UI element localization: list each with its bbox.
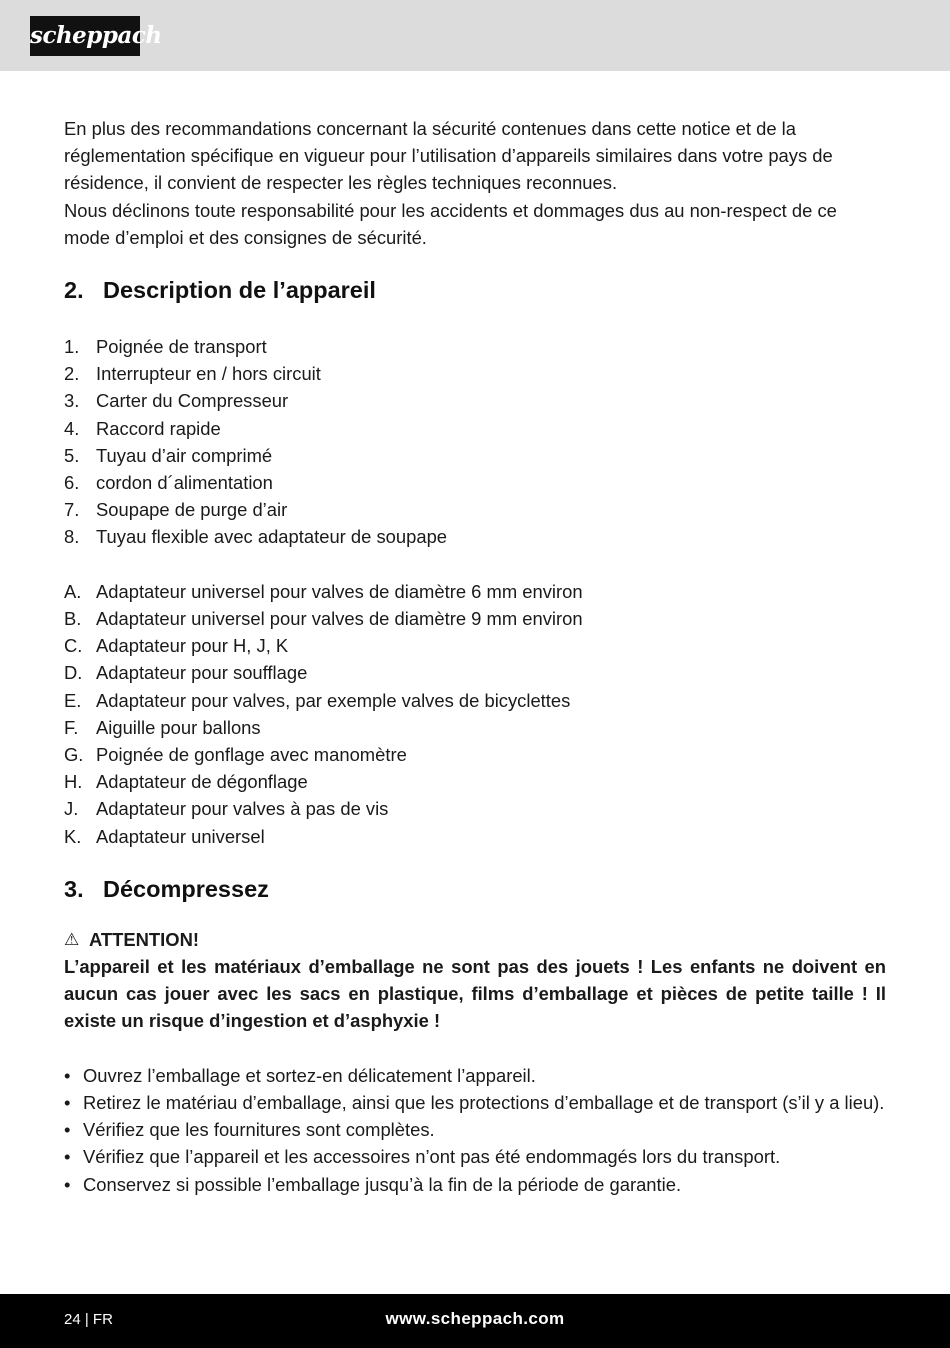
list-item bbox=[64, 442, 886, 469]
intro-paragraph-2: Nous déclinons toute responsabilité pour les accidents et dommages dus au non-respect de ce mode d’emploi et des consignes de sécurité. bbox=[64, 199, 837, 248]
list-item bbox=[64, 360, 886, 387]
item-key: D. bbox=[64, 662, 83, 684]
item-label: Adaptateur universel pour valves de diamètre 6 mm environ bbox=[96, 580, 583, 602]
page-footer bbox=[0, 1294, 950, 1348]
footer-url: www.scheppach.com bbox=[385, 1309, 565, 1328]
item-label: Raccord rapide bbox=[96, 417, 221, 439]
list-item bbox=[64, 687, 886, 714]
item-label: Adaptateur de dégonflage bbox=[96, 771, 308, 793]
step-text: Retirez le matériau d’emballage, ainsi que les protections d’emballage et de transport (s’il y a lieu). bbox=[83, 1092, 885, 1114]
item-label: Poignée de gonflage avec manomètre bbox=[96, 744, 407, 766]
intro-paragraph-1: En plus des recommandations concernant la sécurité contenues dans cette notice et de la réglementation spécifique en vigueur pour l’utilisation d’appareils similaires dans votre pays de résidence, il convient de respecter les règles techniques reconnues. bbox=[64, 118, 833, 194]
item-label: Aiguille pour ballons bbox=[96, 716, 261, 738]
item-label: Tuyau flexible avec adaptateur de soupape bbox=[96, 526, 448, 548]
bullet-icon: • bbox=[64, 1173, 71, 1195]
parts-list bbox=[64, 333, 886, 850]
step-text: Conservez si possible l’emballage jusqu’à la fin de la période de garantie. bbox=[83, 1173, 682, 1195]
list-spacer bbox=[64, 551, 886, 578]
item-key: 5. bbox=[64, 444, 80, 466]
item-key: K. bbox=[64, 825, 82, 847]
item-label: Adaptateur pour valves à pas de vis bbox=[96, 798, 389, 820]
bullet-icon: • bbox=[64, 1092, 71, 1114]
item-key: H. bbox=[64, 771, 83, 793]
item-label: Carter du Compresseur bbox=[96, 390, 289, 412]
item-label: Adaptateur pour H, J, K bbox=[96, 635, 289, 657]
bullet-icon: • bbox=[64, 1064, 71, 1086]
item-label: Interrupteur en / hors circuit bbox=[96, 363, 321, 385]
section-3-number: 3. bbox=[64, 875, 84, 902]
list-item bbox=[64, 768, 886, 795]
item-key: C. bbox=[64, 635, 83, 657]
item-label: cordon d´alimentation bbox=[96, 472, 273, 494]
scheppach-logo: scheppach bbox=[30, 16, 140, 56]
item-label: Adaptateur universel pour valves de diamètre 9 mm environ bbox=[96, 608, 583, 630]
item-key: 2. bbox=[64, 363, 80, 385]
section-2-title: Description de l’appareil bbox=[103, 277, 376, 304]
list-item bbox=[64, 795, 886, 822]
list-item bbox=[64, 415, 886, 442]
bullet-icon: • bbox=[64, 1119, 71, 1141]
item-key: 7. bbox=[64, 499, 80, 521]
list-item bbox=[64, 469, 886, 496]
section-3-title: Décompressez bbox=[103, 875, 269, 902]
bullet-icon: • bbox=[64, 1146, 71, 1168]
item-key: 6. bbox=[64, 472, 80, 494]
warning-triangle-icon: ⚠ bbox=[64, 929, 80, 949]
list-item bbox=[64, 1143, 886, 1170]
list-item bbox=[64, 823, 886, 850]
item-key: 1. bbox=[64, 336, 80, 358]
list-item bbox=[64, 1171, 886, 1198]
unpacking-steps-list bbox=[64, 1062, 886, 1198]
item-key: F. bbox=[64, 716, 79, 738]
item-label: Adaptateur pour valves, par exemple valves de bicyclettes bbox=[96, 689, 571, 711]
item-key: 4. bbox=[64, 417, 80, 439]
step-text: Ouvrez l’emballage et sortez-en délicatement l’appareil. bbox=[83, 1064, 536, 1086]
page-header bbox=[0, 0, 950, 71]
list-item bbox=[64, 387, 886, 414]
list-item bbox=[64, 632, 886, 659]
list-item bbox=[64, 605, 886, 632]
item-key: A. bbox=[64, 580, 82, 602]
item-label: Poignée de transport bbox=[96, 336, 267, 358]
list-item bbox=[64, 333, 886, 360]
item-label: Adaptateur pour soufflage bbox=[96, 662, 308, 684]
list-item bbox=[64, 496, 886, 523]
attention-text: L’appareil et les matériaux d’emballage ne sont pas des jouets ! Les enfants ne doivent en aucun cas jouer avec les sacs en plastique, films d’emballage et pièces de petite taille ! Il existe un risque d’ingestion et d’asphyxie ! bbox=[64, 956, 886, 1032]
list-item bbox=[64, 523, 886, 550]
attention-heading bbox=[64, 926, 886, 953]
item-key: E. bbox=[64, 689, 82, 711]
list-item bbox=[64, 659, 886, 686]
list-item bbox=[64, 578, 886, 605]
page-content bbox=[64, 115, 886, 1198]
item-label: Tuyau d’air comprimé bbox=[96, 444, 273, 466]
list-item bbox=[64, 714, 886, 741]
step-text: Vérifiez que les fournitures sont complètes. bbox=[83, 1119, 435, 1141]
section-3-heading bbox=[64, 874, 886, 904]
item-key: G. bbox=[64, 744, 84, 766]
section-2-number: 2. bbox=[64, 277, 84, 304]
item-key: 3. bbox=[64, 390, 80, 412]
attention-label: ATTENTION! bbox=[89, 928, 199, 950]
list-item bbox=[64, 741, 886, 768]
list-item bbox=[64, 1116, 886, 1143]
item-label: Adaptateur universel bbox=[96, 825, 265, 847]
item-key: J. bbox=[64, 798, 79, 820]
list-item bbox=[64, 1062, 886, 1089]
item-key: 8. bbox=[64, 526, 80, 548]
step-text: Vérifiez que l’appareil et les accessoires n’ont pas été endommagés lors du transport. bbox=[83, 1146, 781, 1168]
list-item bbox=[64, 1089, 886, 1116]
item-label: Soupape de purge d’air bbox=[96, 499, 288, 521]
section-2-heading bbox=[64, 275, 886, 305]
item-key: B. bbox=[64, 608, 82, 630]
page-number: 24 | FR bbox=[64, 1311, 113, 1328]
